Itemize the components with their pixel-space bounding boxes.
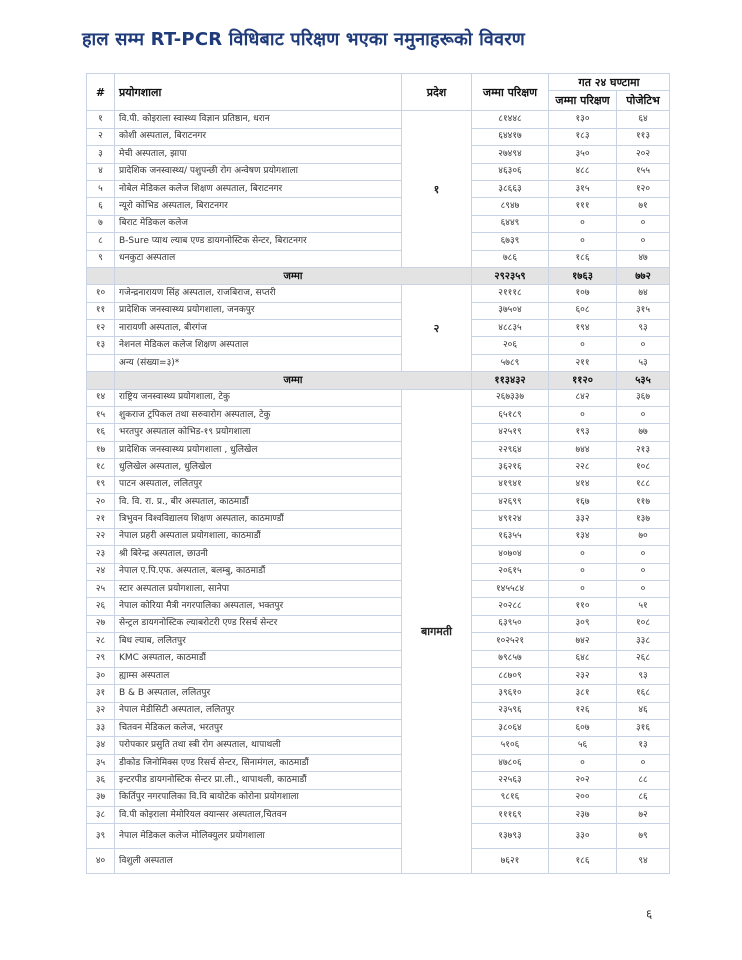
row-24h-positive: ५३ xyxy=(617,354,670,371)
table-row xyxy=(87,702,670,719)
row-sn: ११ xyxy=(87,302,115,319)
row-24h-tests: १०७ xyxy=(549,285,617,302)
subtotal-24h-positive: ७७२ xyxy=(617,267,670,284)
table-row xyxy=(87,111,670,128)
row-total-tests: २२९६४ xyxy=(472,441,549,458)
row-total-tests: २१११८ xyxy=(472,285,549,302)
row-total-tests: १६३५५ xyxy=(472,528,549,545)
row-sn: ४० xyxy=(87,849,115,874)
row-lab-name: नेपाल प्रहरी अस्पताल प्रयोगशाला, काठमाडौं xyxy=(115,528,402,545)
subtotal-label: जम्मा xyxy=(115,267,472,284)
row-province: २ xyxy=(402,285,472,372)
row-total-tests: ३८६६३ xyxy=(472,180,549,197)
lab-test-table xyxy=(86,73,670,874)
row-total-tests: ३७५०४ xyxy=(472,302,549,319)
table-row xyxy=(87,737,670,754)
row-lab-name: चितवन मेडिकल कलेज, भरतपुर xyxy=(115,720,402,737)
row-lab-name: वि.पी. कोइराला स्वास्थ्य विज्ञान प्रतिष्ठान, धरान xyxy=(115,111,402,128)
row-total-tests: ५७८९ xyxy=(472,354,549,371)
subtotal-total-tests: २९२३५९ xyxy=(472,267,549,284)
row-24h-tests: ० xyxy=(549,580,617,597)
table-row xyxy=(87,146,670,163)
table-row xyxy=(87,354,670,371)
table-row xyxy=(87,459,670,476)
row-sn: १० xyxy=(87,285,115,302)
row-24h-positive: १३ xyxy=(617,737,670,754)
row-24h-tests: ० xyxy=(549,407,617,424)
row-sn: १३ xyxy=(87,337,115,354)
table-body xyxy=(87,111,670,874)
table-row xyxy=(87,667,670,684)
row-lab-name: नेपाल कोरिया मैत्री नगरपालिका अस्पताल, भक्तपुर xyxy=(115,598,402,615)
row-lab-name: त्रिभुवन विश्वविद्यालय शिक्षण अस्पताल, काठमाण्डौं xyxy=(115,511,402,528)
row-24h-tests: ५६ xyxy=(549,737,617,754)
row-24h-positive: ० xyxy=(617,546,670,563)
row-sn: १२ xyxy=(87,320,115,337)
row-24h-tests: ७४२ xyxy=(549,633,617,650)
row-24h-tests: ३१५ xyxy=(549,180,617,197)
table-row xyxy=(87,233,670,250)
table-row xyxy=(87,250,670,267)
row-sn: ३३ xyxy=(87,720,115,737)
row-24h-positive: ६४ xyxy=(617,111,670,128)
row-total-tests: २२५६३ xyxy=(472,772,549,789)
row-24h-positive: ० xyxy=(617,215,670,232)
table-row xyxy=(87,302,670,319)
table-row xyxy=(87,493,670,510)
row-province: १ xyxy=(402,111,472,268)
row-lab-name: शुकराज ट्रपिकल तथा सरुवारोग अस्पताल, टेकु xyxy=(115,407,402,424)
table-row xyxy=(87,580,670,597)
row-sn: १८ xyxy=(87,459,115,476)
row-24h-positive: ३६७ xyxy=(617,389,670,406)
header-province: प्रदेश xyxy=(402,74,472,111)
row-sn: ६ xyxy=(87,198,115,215)
row-24h-tests: ११० xyxy=(549,598,617,615)
row-sn: २९ xyxy=(87,650,115,667)
row-lab-name: नेपाल मेडिकल कलेज मोलिक्युलर प्रयोगशाला xyxy=(115,824,402,849)
row-24h-tests: ३५० xyxy=(549,146,617,163)
row-24h-tests: १६७ xyxy=(549,493,617,510)
subtotal-blank xyxy=(87,372,115,389)
row-24h-tests: ० xyxy=(549,563,617,580)
row-24h-tests: २२८ xyxy=(549,459,617,476)
row-sn: ३२ xyxy=(87,702,115,719)
subtotal-blank xyxy=(87,267,115,284)
row-24h-positive: ० xyxy=(617,233,670,250)
row-total-tests: ९८१६ xyxy=(472,789,549,806)
subtotal-row xyxy=(87,372,670,389)
table-row xyxy=(87,511,670,528)
row-sn: ९ xyxy=(87,250,115,267)
row-24h-tests: ३३२ xyxy=(549,511,617,528)
row-total-tests: ५१०६ xyxy=(472,737,549,754)
row-lab-name: बिराट मेडिकल कलेज xyxy=(115,215,402,232)
row-total-tests: ४९१२४ xyxy=(472,511,549,528)
table-row xyxy=(87,215,670,232)
row-sn: २३ xyxy=(87,546,115,563)
row-lab-name: इन्टरपीड डायगनोस्टिक सेन्टर प्रा.ली., थापाथली, काठमाडौं xyxy=(115,772,402,789)
row-lab-name: भरतपुर अस्पताल कोभिड-१९ प्रयोगशाला xyxy=(115,424,402,441)
row-lab-name: KMC अस्पताल, काठमाडौं xyxy=(115,650,402,667)
row-24h-positive: १०८ xyxy=(617,615,670,632)
header-last24-total: जम्मा परिक्षण xyxy=(549,91,617,111)
row-lab-name: वि.पी कोइराला मेमोरियल क्यान्सर अस्पताल,चितवन xyxy=(115,807,402,824)
row-24h-positive: ८८ xyxy=(617,772,670,789)
table-row xyxy=(87,389,670,406)
row-province: बागमती xyxy=(402,389,472,874)
row-total-tests: २०२८८ xyxy=(472,598,549,615)
row-sn: २२ xyxy=(87,528,115,545)
row-total-tests: ८८७०९ xyxy=(472,667,549,684)
row-lab-name: ह्याम्स अस्पताल xyxy=(115,667,402,684)
page-number: ६ xyxy=(646,907,653,921)
row-24h-tests: ७४४ xyxy=(549,441,617,458)
row-sn: १५ xyxy=(87,407,115,424)
row-lab-name: मेची अस्पताल, झापा xyxy=(115,146,402,163)
row-total-tests: ८९४७ xyxy=(472,198,549,215)
row-lab-name: डीकोड जिनोमिक्स एण्ड रिसर्च सेन्टर, सिनामंगल, काठमाडौं xyxy=(115,754,402,771)
row-total-tests: ६४४९ xyxy=(472,215,549,232)
row-sn: ३४ xyxy=(87,737,115,754)
table-row xyxy=(87,337,670,354)
row-24h-positive: ४७ xyxy=(617,250,670,267)
table-row xyxy=(87,685,670,702)
row-sn: ७ xyxy=(87,215,115,232)
row-24h-positive: ११३ xyxy=(617,128,670,145)
row-lab-name: धनकुटा अस्पताल xyxy=(115,250,402,267)
row-24h-tests: १८६ xyxy=(549,250,617,267)
row-total-tests: ३८०६४ xyxy=(472,720,549,737)
row-total-tests: ४६३०६ xyxy=(472,163,549,180)
row-lab-name: बिध ल्याब, ललितपुर xyxy=(115,633,402,650)
row-24h-tests: १९४ xyxy=(549,320,617,337)
row-sn: १४ xyxy=(87,389,115,406)
row-lab-name: सेन्ट्रल डायगनोस्टिक ल्याबरोटरी एण्ड रिसर्च सेन्टर xyxy=(115,615,402,632)
row-24h-positive: ७० xyxy=(617,528,670,545)
table-row xyxy=(87,320,670,337)
row-24h-tests: ० xyxy=(549,754,617,771)
subtotal-24h-positive: ५३५ xyxy=(617,372,670,389)
row-24h-tests: ० xyxy=(549,337,617,354)
row-sn: १७ xyxy=(87,441,115,458)
row-sn: ४ xyxy=(87,163,115,180)
row-total-tests: ४८८३५ xyxy=(472,320,549,337)
row-sn: १ xyxy=(87,111,115,128)
row-total-tests: ३६२१६ xyxy=(472,459,549,476)
row-24h-positive: ० xyxy=(617,563,670,580)
row-24h-tests: २३२ xyxy=(549,667,617,684)
header-lab: प्रयोगशाला xyxy=(115,74,402,111)
header-last24-positive: पोजेटिभ xyxy=(617,91,670,111)
row-24h-positive: ११७ xyxy=(617,493,670,510)
row-24h-positive: ८६ xyxy=(617,789,670,806)
row-total-tests: २०६१५ xyxy=(472,563,549,580)
row-total-tests: ४७८०६ xyxy=(472,754,549,771)
row-sn: ८ xyxy=(87,233,115,250)
row-24h-positive: ३१६ xyxy=(617,720,670,737)
row-24h-positive: १०८ xyxy=(617,459,670,476)
row-total-tests: ७९८५७ xyxy=(472,650,549,667)
subtotal-label: जम्मा xyxy=(115,372,472,389)
row-24h-tests: ० xyxy=(549,215,617,232)
table-row xyxy=(87,650,670,667)
row-sn: २६ xyxy=(87,598,115,615)
row-24h-positive: ७७ xyxy=(617,424,670,441)
row-sn: १६ xyxy=(87,424,115,441)
row-24h-tests: ६०७ xyxy=(549,720,617,737)
row-total-tests: ३९६१० xyxy=(472,685,549,702)
row-24h-positive: ७२ xyxy=(617,807,670,824)
row-sn: ३५ xyxy=(87,754,115,771)
table-row xyxy=(87,128,670,145)
row-sn: ३६ xyxy=(87,772,115,789)
row-total-tests: ८१४४८ xyxy=(472,111,549,128)
row-total-tests: २३५९६ xyxy=(472,702,549,719)
row-lab-name: न्यूरो कोभिड अस्पताल, बिराटनगर xyxy=(115,198,402,215)
row-total-tests: ७८६ xyxy=(472,250,549,267)
row-24h-positive: ० xyxy=(617,407,670,424)
table-row xyxy=(87,546,670,563)
row-24h-positive: ३३८ xyxy=(617,633,670,650)
row-24h-positive: ७४ xyxy=(617,285,670,302)
row-lab-name: गजेन्द्रनारायण सिंह अस्पताल, राजबिराज, सप्तरी xyxy=(115,285,402,302)
row-sn: ३८ xyxy=(87,807,115,824)
table-row xyxy=(87,849,670,874)
row-sn: ३७ xyxy=(87,789,115,806)
row-24h-positive: ९३ xyxy=(617,667,670,684)
row-24h-positive: २०२ xyxy=(617,146,670,163)
row-24h-tests: २०० xyxy=(549,789,617,806)
row-total-tests: ४२६९९ xyxy=(472,493,549,510)
row-sn: २७ xyxy=(87,615,115,632)
row-24h-tests: २०२ xyxy=(549,772,617,789)
row-total-tests: ४२५१९ xyxy=(472,424,549,441)
table-row xyxy=(87,163,670,180)
row-24h-positive: १५५ xyxy=(617,163,670,180)
row-total-tests: १११६९ xyxy=(472,807,549,824)
row-24h-tests: ० xyxy=(549,233,617,250)
row-sn: २० xyxy=(87,493,115,510)
row-24h-positive: १६८ xyxy=(617,685,670,702)
row-sn: ५ xyxy=(87,180,115,197)
row-total-tests: ६७३९ xyxy=(472,233,549,250)
table-row xyxy=(87,563,670,580)
row-lab-name: स्टार अस्पताल प्रयोगशाला, सानेपा xyxy=(115,580,402,597)
row-sn: १९ xyxy=(87,476,115,493)
row-sn: ३९ xyxy=(87,824,115,849)
row-24h-positive: ० xyxy=(617,337,670,354)
row-24h-tests: १८६ xyxy=(549,849,617,874)
header-last24: गत २४ घण्टामा xyxy=(549,74,670,91)
table-row xyxy=(87,180,670,197)
row-24h-positive: २१३ xyxy=(617,441,670,458)
row-24h-positive: १८८ xyxy=(617,476,670,493)
row-24h-positive: ७१ xyxy=(617,198,670,215)
row-24h-tests: ६०८ xyxy=(549,302,617,319)
table-row xyxy=(87,772,670,789)
row-24h-tests: १९३ xyxy=(549,424,617,441)
row-lab-name: B & B अस्पताल, ललितपुर xyxy=(115,685,402,702)
row-lab-name: पाटन अस्पताल, ललितपुर xyxy=(115,476,402,493)
table-row xyxy=(87,528,670,545)
row-24h-tests: ३८१ xyxy=(549,685,617,702)
row-total-tests: १३७९३ xyxy=(472,824,549,849)
row-lab-name: नोबेल मेडिकल कलेज शिक्षण अस्पताल, बिराटनगर xyxy=(115,180,402,197)
row-24h-positive: ३१५ xyxy=(617,302,670,319)
row-24h-positive: ७९ xyxy=(617,824,670,849)
row-total-tests: ६३९५० xyxy=(472,615,549,632)
table-row xyxy=(87,441,670,458)
row-sn: २८ xyxy=(87,633,115,650)
row-sn: ३० xyxy=(87,667,115,684)
row-total-tests: २०६ xyxy=(472,337,549,354)
row-total-tests: ६५१८९ xyxy=(472,407,549,424)
row-lab-name: नारायणी अस्पताल, बीरगंज xyxy=(115,320,402,337)
row-sn xyxy=(87,354,115,371)
row-total-tests: ४०७०४ xyxy=(472,546,549,563)
row-lab-name: किर्तिपुर नगरपालिका वि.वि बायोटेक कोरोना प्रयोगशाला xyxy=(115,789,402,806)
row-24h-tests: १८३ xyxy=(549,128,617,145)
row-total-tests: २६७३३७ xyxy=(472,389,549,406)
row-24h-tests: ४१४ xyxy=(549,476,617,493)
row-24h-tests: २३७ xyxy=(549,807,617,824)
row-24h-tests: १३४ xyxy=(549,528,617,545)
table-row xyxy=(87,476,670,493)
row-24h-tests: ३३० xyxy=(549,824,617,849)
row-sn: २५ xyxy=(87,580,115,597)
table-row xyxy=(87,754,670,771)
table-row xyxy=(87,198,670,215)
table-row xyxy=(87,720,670,737)
row-24h-positive: ० xyxy=(617,580,670,597)
table-row xyxy=(87,615,670,632)
row-24h-positive: २६८ xyxy=(617,650,670,667)
subtotal-24h-tests: १७६३ xyxy=(549,267,617,284)
row-24h-tests: ० xyxy=(549,546,617,563)
header-total: जम्मा परिक्षण xyxy=(472,74,549,111)
row-24h-tests: ६४८ xyxy=(549,650,617,667)
row-lab-name: कोशी अस्पताल, बिराटनगर xyxy=(115,128,402,145)
row-24h-tests: १२६ xyxy=(549,702,617,719)
row-24h-tests: ३०९ xyxy=(549,615,617,632)
row-lab-name: धुलिखेल अस्पताल, धुलिखेल xyxy=(115,459,402,476)
row-24h-positive: ९३ xyxy=(617,320,670,337)
table-row xyxy=(87,824,670,849)
row-lab-name: B-Sure प्याथ ल्याब एण्ड डायगनोस्टिक सेन्टर, बिराटनगर xyxy=(115,233,402,250)
row-24h-tests: ८४२ xyxy=(549,389,617,406)
row-lab-name: परोपकार प्रसुति तथा स्त्री रोग अस्पताल, थापाथली xyxy=(115,737,402,754)
row-lab-name: प्रादेशिक जनस्वास्थ्य/ पशुपन्छी रोग अन्वेषण प्रयोगशाला xyxy=(115,163,402,180)
table-row xyxy=(87,407,670,424)
row-24h-tests: २११ xyxy=(549,354,617,371)
row-24h-positive: ९४ xyxy=(617,849,670,874)
row-total-tests: १४५५८४ xyxy=(472,580,549,597)
row-lab-name: प्रादेशिक जनस्वास्थ्य प्रयोगशाला , धुलिखेल xyxy=(115,441,402,458)
header-sn: # xyxy=(87,74,115,111)
row-sn: ३१ xyxy=(87,685,115,702)
table-row xyxy=(87,424,670,441)
row-lab-name: नेशनल मेडिकल कलेज शिक्षण अस्पताल xyxy=(115,337,402,354)
row-lab-name: अन्य (संख्या=३)* xyxy=(115,354,402,371)
row-total-tests: ७६२१ xyxy=(472,849,549,874)
row-lab-name: वि. वि. रा. प्र., बीर अस्पताल, काठमाडौं xyxy=(115,493,402,510)
row-sn: २ xyxy=(87,128,115,145)
page-title: हाल सम्म RT-PCR विधिबाट परिक्षण भएका नमुनाहरूको विवरण xyxy=(82,29,525,50)
table-row xyxy=(87,807,670,824)
row-24h-tests: १११ xyxy=(549,198,617,215)
row-24h-positive: ४६ xyxy=(617,702,670,719)
row-total-tests: ४१९४१ xyxy=(472,476,549,493)
row-lab-name: विशुली अस्पताल xyxy=(115,849,402,874)
row-lab-name: राष्ट्रिय जनस्वास्थ्य प्रयोगशाला, टेकु xyxy=(115,389,402,406)
row-24h-positive: ५१ xyxy=(617,598,670,615)
row-24h-positive: १३७ xyxy=(617,511,670,528)
row-lab-name: नेपाल मेडीसिटी अस्पताल, ललितपुर xyxy=(115,702,402,719)
row-total-tests: ६४४१७ xyxy=(472,128,549,145)
table-row xyxy=(87,285,670,302)
subtotal-total-tests: ११३४३२ xyxy=(472,372,549,389)
row-24h-tests: १३० xyxy=(549,111,617,128)
row-24h-tests: ४८८ xyxy=(549,163,617,180)
table-row xyxy=(87,598,670,615)
row-sn: २१ xyxy=(87,511,115,528)
table-row xyxy=(87,789,670,806)
row-total-tests: २७४९४ xyxy=(472,146,549,163)
row-total-tests: १०२५२१ xyxy=(472,633,549,650)
row-sn: २४ xyxy=(87,563,115,580)
row-lab-name: नेपाल ए.पि.एफ. अस्पताल, बलम्बु, काठमाडौं xyxy=(115,563,402,580)
row-lab-name: श्री बिरेन्द्र अस्पताल, छाउनी xyxy=(115,546,402,563)
row-24h-positive: १२० xyxy=(617,180,670,197)
row-24h-positive: ० xyxy=(617,754,670,771)
row-sn: ३ xyxy=(87,146,115,163)
subtotal-24h-tests: ११२० xyxy=(549,372,617,389)
row-lab-name: प्रादेशिक जनस्वास्थ्य प्रयोगशाला, जनकपुर xyxy=(115,302,402,319)
table-row xyxy=(87,633,670,650)
subtotal-row xyxy=(87,267,670,284)
